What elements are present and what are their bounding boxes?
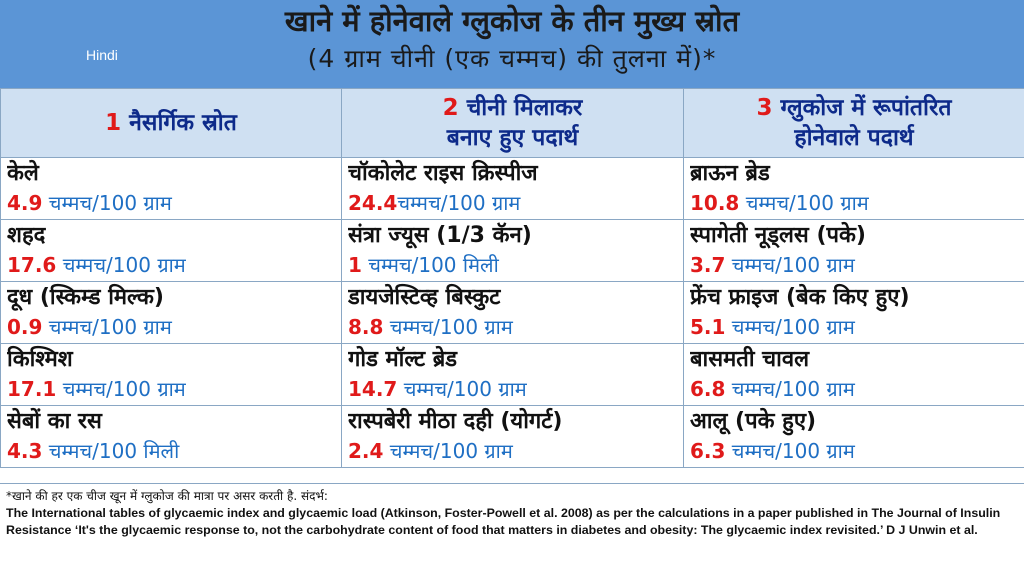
column-number: 1: [105, 110, 122, 136]
sugar-value: 6.8 चम्मच/100 ग्राम: [690, 377, 855, 401]
food-name: गोड मॉल्ट ब्रेड: [348, 347, 458, 372]
food-name: संत्रा ज्यूस (1/3 कॅन): [348, 223, 532, 248]
food-name: रास्पबेरी मीठा दही (योगर्ट): [348, 409, 563, 434]
food-name: स्पागेती नूड्लस (पके): [690, 223, 866, 248]
column-header-row: [1, 89, 1024, 158]
column-number: 2: [442, 95, 459, 121]
column-title: ग्लुकोज में रूपांतरित: [780, 95, 952, 121]
column-header-converted: [684, 89, 1024, 158]
sugar-value: 0.9 चम्मच/100 ग्राम: [7, 315, 172, 339]
food-cell: [1, 220, 342, 282]
food-cell: [1, 406, 342, 468]
food-cell: [342, 344, 684, 406]
column-title: नैसर्गिक स्रोत: [129, 110, 237, 136]
sugar-value: 8.8 चम्मच/100 ग्राम: [348, 315, 513, 339]
food-cell: [1, 282, 342, 344]
sugar-value: 17.1 चम्मच/100 ग्राम: [7, 377, 186, 401]
column-header-natural: [1, 89, 342, 158]
table-row: [1, 406, 1024, 468]
column-title: चीनी मिलाकर: [466, 95, 583, 121]
food-name: चॉकोलेट राइस क्रिस्पीज: [348, 161, 538, 186]
sugar-value: 5.1 चम्मच/100 ग्राम: [690, 315, 855, 339]
food-cell: [342, 406, 684, 468]
food-name: ब्राऊन ब्रेड: [690, 161, 770, 186]
food-name: डायजेस्टिव्ह बिस्कुट: [348, 285, 501, 310]
food-cell: [684, 158, 1024, 220]
sugar-value: 24.4चम्मच/100 ग्राम: [348, 191, 521, 215]
sugar-value: 4.3 चम्मच/100 मिली: [7, 439, 180, 463]
food-name: सेबों का रस: [7, 409, 102, 434]
food-name: शहद: [7, 223, 46, 248]
food-name: किश्मिश: [7, 347, 73, 372]
sugar-value: 3.7 चम्मच/100 ग्राम: [690, 253, 855, 277]
page-subtitle: (4 ग्राम चीनी (एक चम्मच) की तुलना में)*: [307, 44, 717, 73]
food-cell: [342, 282, 684, 344]
column-title-line2: होनेवाले पदार्थ: [794, 125, 914, 151]
sugar-value: 4.9 चम्मच/100 ग्राम: [7, 191, 172, 215]
glucose-sources-table: [0, 88, 1024, 468]
food-name: फ्रेंच फ्राइज (बेक किए हुए): [690, 285, 910, 310]
table-row: [1, 282, 1024, 344]
header-banner: [0, 0, 1024, 88]
sugar-value: 2.4 चम्मच/100 ग्राम: [348, 439, 513, 463]
food-cell: [342, 220, 684, 282]
food-cell: [1, 158, 342, 220]
food-name: दूध (स्किम्ड मिल्क): [7, 285, 164, 310]
sugar-value: 6.3 चम्मच/100 ग्राम: [690, 439, 855, 463]
column-header-added-sugar: [342, 89, 684, 158]
sugar-value: 10.8 चम्मच/100 ग्राम: [690, 191, 869, 215]
food-cell: [684, 282, 1024, 344]
food-cell: [684, 220, 1024, 282]
footnote-line: *खाने की हर एक चीज खून में ग्लुकोज की मात्रा पर असर करती है. संदर्भ:: [6, 489, 328, 503]
column-number: 3: [756, 95, 773, 121]
food-name: आलू (पके हुए): [690, 409, 817, 434]
sugar-value: 1 चम्मच/100 मिली: [348, 253, 499, 277]
column-title-line2: बनाए हुए पदार्थ: [446, 125, 579, 151]
food-cell: [342, 158, 684, 220]
language-tag: Hindi: [86, 47, 118, 63]
table-row: [1, 220, 1024, 282]
food-cell: [684, 344, 1024, 406]
page-title: खाने में होनेवाले ग्लुकोज के तीन मुख्य स्रोत: [284, 4, 740, 38]
table-row: [1, 158, 1024, 220]
food-cell: [684, 406, 1024, 468]
food-cell: [1, 344, 342, 406]
footnote: [0, 483, 1024, 576]
sugar-value: 14.7 चम्मच/100 ग्राम: [348, 377, 527, 401]
food-name: केले: [7, 161, 39, 186]
table-row: [1, 344, 1024, 406]
footnote-reference: The International tables of glycaemic index and glycaemic load (Atkinson, Foster-Powell et al. 2008) as per the calculations in a paper published in The Journal of Insulin Resistance ‘It's the glycaemic response to, not the carbohydrate content of food that matters in diabetes and obesity: The glycaemic index revisited.’ D J Unwin et al.: [6, 506, 1001, 537]
food-name: बासमती चावल: [690, 347, 810, 372]
sugar-value: 17.6 चम्मच/100 ग्राम: [7, 253, 186, 277]
